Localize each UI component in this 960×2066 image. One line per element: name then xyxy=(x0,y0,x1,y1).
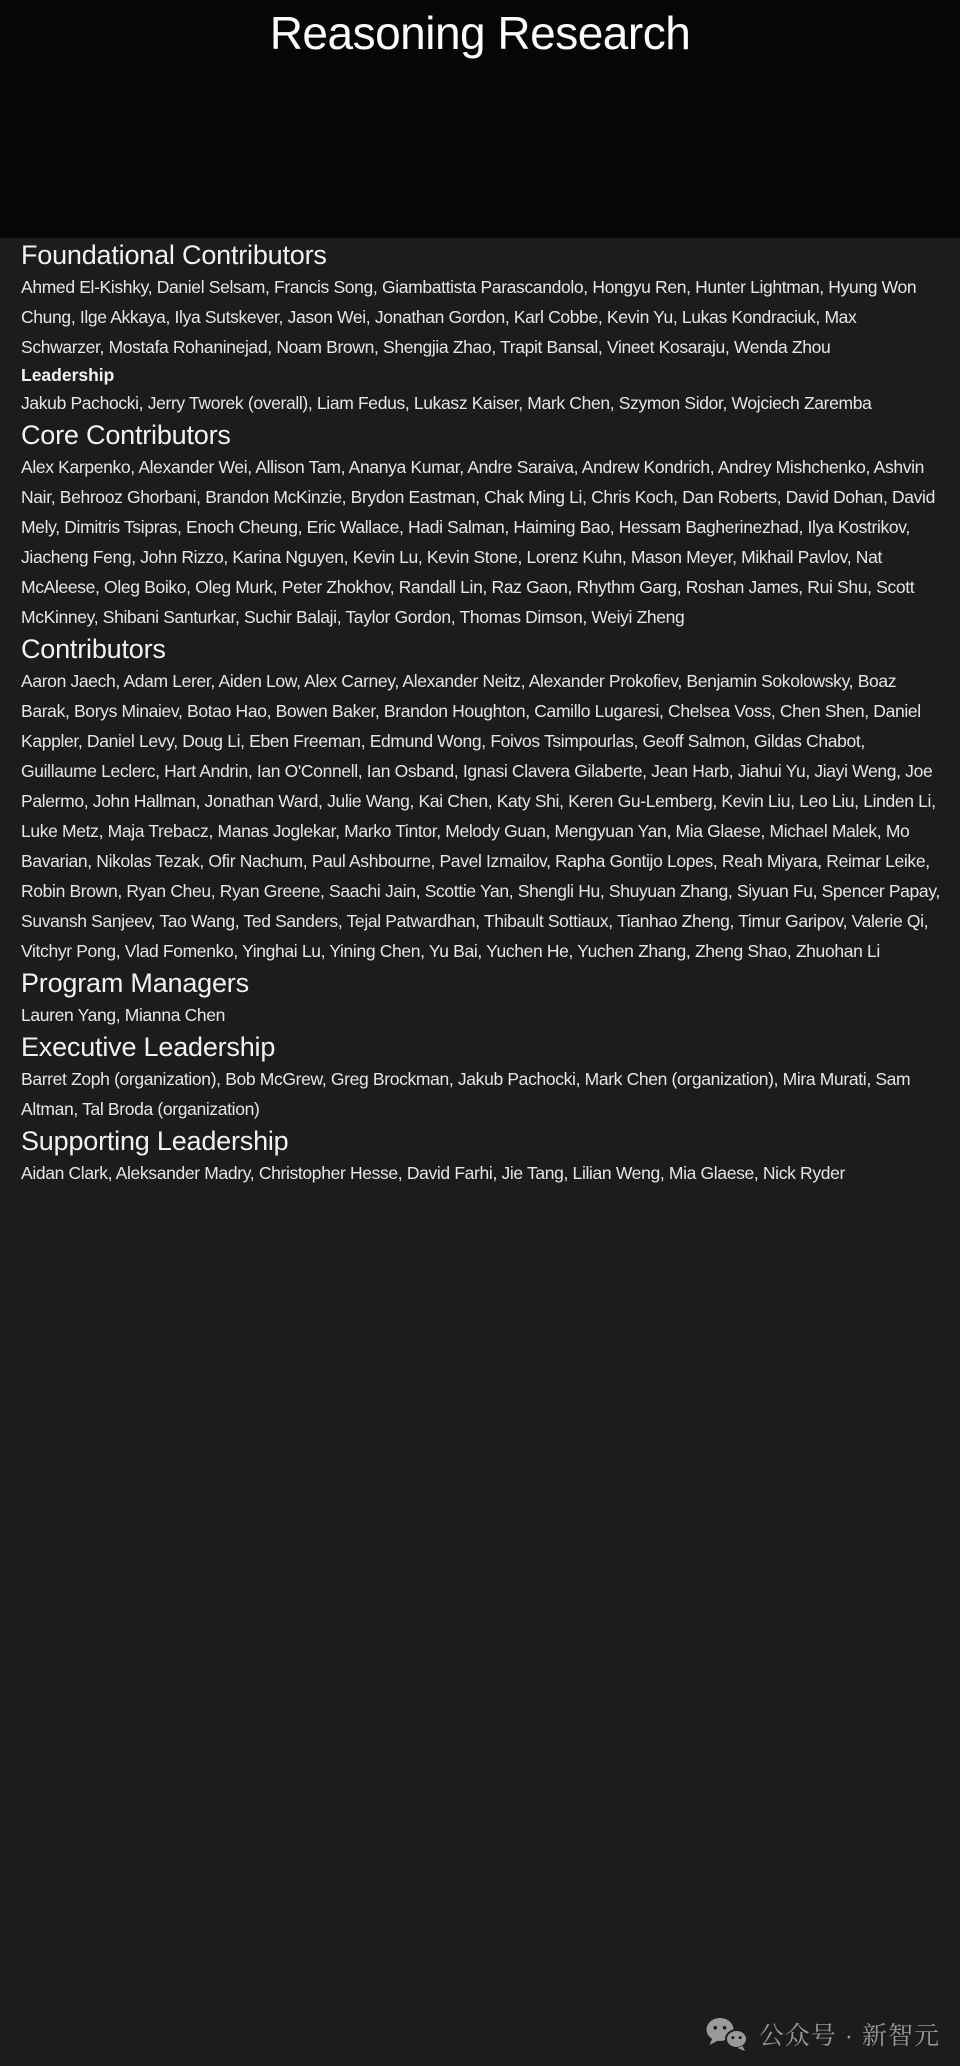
content xyxy=(0,238,960,1188)
names-contributors: Aaron Jaech, Adam Lerer, Aiden Low, Alex Carney, Alexander Neitz, Alexander Prokofiev, Benjamin Sokolowsky, Boaz Barak, Borys Minaiev, Botao Hao, Bowen Baker, Brandon Houghton, Camillo Lugaresi, Chelsea Voss, Chen Shen, Daniel Kappler, Daniel Levy, Doug Li, Eben Freeman, Edmund Wong, Foivos Tsimpourlas, Geoff Salmon, Gildas Chabot, Guillaume Leclerc, Hart Andrin, Ian O'Connell, Ian Osband, Ignasi Clavera Gilaberte, Jean Harb, Jiahui Yu, Jiayi Weng, Joe Palermo, John Hallman, Jonathan Ward, Julie Wang, Kai Chen, Katy Shi, Keren Gu-Lemberg, Kevin Liu, Leo Liu, Linden Li, Luke Metz, Maja Trebacz, Manas Joglekar, Marko Tintor, Melody Guan, Mengyuan Yan, Mia Glaese, Michael Malek, Mo Bavarian, Nikolas Tezak, Ofir Nachum, Paul Ashbourne, Pavel Izmailov, Rapha Gontijo Lopes, Reah Miyara, Reimar Leike, Robin Brown, Ryan Cheu, Ryan Greene, Saachi Jain, Scottie Yan, Shengli Hu, Shuyuan Zhang, Siyuan Fu, Spencer Papay, Suvansh Sanjeev, Tao Wang, Ted Sanders, Tejal Patwardhan, Thibault Sottiaux, Tianhao Zheng, Timur Garipov, Valerie Qi, Vitchyr Pong, Vlad Fomenko, Yinghai Lu, Yining Chen, Yu Bai, Yuchen He, Yuchen Zhang, Zheng Shao, Zhuohan Li xyxy=(21,671,940,961)
section-heading-leadership: Leadership xyxy=(21,365,115,385)
section-heading-program-managers: Program Managers xyxy=(21,968,249,998)
watermark-text: 公众号 · 新智元 xyxy=(758,2022,940,2050)
wechat-icon xyxy=(705,2017,749,2052)
names-leadership: Jakub Pachocki, Jerry Tworek (overall), Liam Fedus, Lukasz Kaiser, Mark Chen, Szymon Sidor, Wojciech Zaremba xyxy=(21,393,872,413)
names-program-managers: Lauren Yang, Mianna Chen xyxy=(21,1005,226,1025)
section-heading-foundational-contributors: Foundational Contributors xyxy=(21,240,327,270)
section-heading-supporting-leadership: Supporting Leadership xyxy=(21,1126,289,1156)
names-foundational-contributors: Ahmed El-Kishky, Daniel Selsam, Francis Song, Giambattista Parascandolo, Hongyu Ren, Hunter Lightman, Hyung Won Chung, Ilge Akkaya, Ilya Sutskever, Jason Wei, Jonathan Gordon, Karl Cobbe, Kevin Yu, Lukas Kondraciuk, Max Schwarzer, Mostafa Rohaninejad, Noam Brown, Shengjia Zhao, Trapit Bansal, Vineet Kosaraju, Wenda Zhou xyxy=(21,277,917,357)
section-heading-contributors: Contributors xyxy=(21,634,166,664)
names-supporting-leadership: Aidan Clark, Aleksander Madry, Christopher Hesse, David Farhi, Jie Tang, Lilian Weng, Mia Glaese, Nick Ryder xyxy=(21,1163,845,1183)
section-heading-executive-leadership: Executive Leadership xyxy=(21,1032,276,1062)
page-title: Reasoning Research xyxy=(269,7,691,59)
names-executive-leadership: Barret Zoph (organization), Bob McGrew, Greg Brockman, Jakub Pachocki, Mark Chen (organization), Mira Murati, Sam Altman, Tal Broda (organization) xyxy=(21,1069,911,1119)
names-core-contributors: Alex Karpenko, Alexander Wei, Allison Tam, Ananya Kumar, Andre Saraiva, Andrew Kondrich, Andrey Mishchenko, Ashvin Nair, Behrooz Ghorbani, Brandon McKinzie, Brydon Eastman, Chak Ming Li, Chris Koch, Dan Roberts, David Dohan, David Mely, Dimitris Tsipras, Enoch Cheung, Eric Wallace, Hadi Salman, Haiming Bao, Hessam Bagherinezhad, Ilya Kostrikov, Jiacheng Feng, John Rizzo, Karina Nguyen, Kevin Lu, Kevin Stone, Lorenz Kuhn, Mason Meyer, Mikhail Pavlov, Nat McAleese, Oleg Boiko, Oleg Murk, Peter Zhokhov, Randall Lin, Raz Gaon, Rhythm Garg, Roshan James, Rui Shu, Scott McKinney, Shibani Santurkar, Suchir Balaji, Taylor Gordon, Thomas Dimson, Weiyi Zheng xyxy=(21,457,935,627)
watermark xyxy=(705,2016,940,2052)
section-heading-core-contributors: Core Contributors xyxy=(21,420,231,450)
header-band xyxy=(0,0,960,238)
